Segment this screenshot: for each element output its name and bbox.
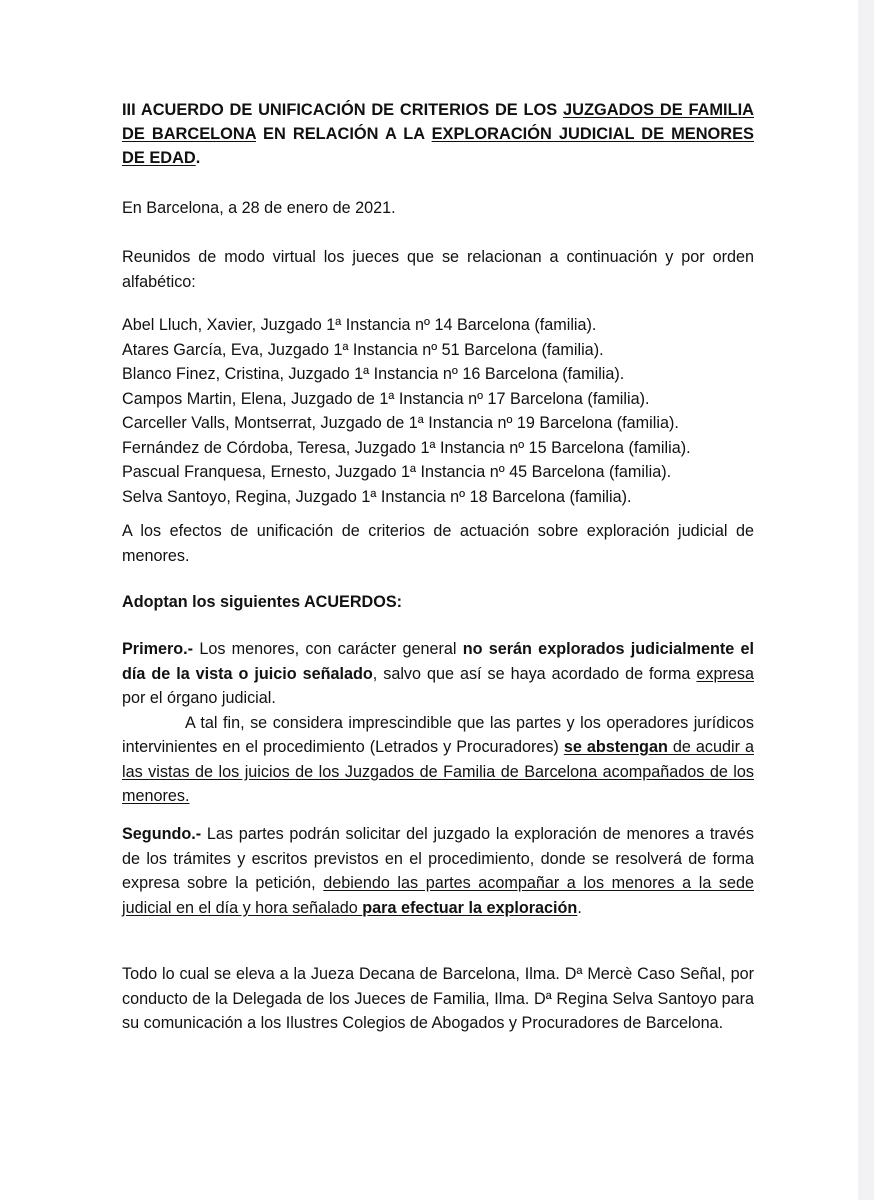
primero-section — [122, 637, 754, 809]
primero-text: , salvo que así se haya acordado de forma — [372, 664, 697, 683]
judge-item: Carceller Valls, Montserrat, Juzgado de 1ª Instancia nº 19 Barcelona (familia). — [122, 414, 679, 432]
title-end: . — [195, 149, 201, 167]
title-prefix: III ACUERDO DE UNIFICACIÓN DE CRITERIOS DE LOS — [122, 101, 564, 119]
primero-text: por el órgano judicial. — [122, 689, 276, 707]
segundo-bold: para efectuar la exploración — [362, 898, 578, 917]
todo-paragraph: Todo lo cual se eleva a la Jueza Decana de Barcelona, Ilma. Dª Mercè Caso Señal, por conducto de la Delegada de los Jueces de Familia, Ilma. Dª Regina Selva Santoyo para su comunicación a los Ilustres Colegios de Abogados y Procuradores de Barcelona. — [122, 965, 754, 1032]
judge-item: Atares García, Eva, Juzgado 1ª Instancia nº 51 Barcelona (familia). — [122, 340, 604, 359]
judge-item: Pascual Franquesa, Ernesto, Juzgado 1ª Instancia nº 45 Barcelona (familia). — [122, 463, 672, 481]
document-title — [122, 98, 754, 170]
primero-underlined: de acudir a las vistas de los juicios de los Juzgados de Familia de Barcelona acompañados de los menores. — [122, 738, 755, 805]
primero-text: A tal fin, se considera imprescindible que las partes y los operadores jurídicos intervinientes en el procedimiento (Letrados y Procuradores) — [122, 713, 754, 756]
judge-item: Blanco Finez, Cristina, Juzgado 1ª Instancia nº 16 Barcelona (familia). — [122, 365, 625, 383]
primero-paragraph — [122, 637, 754, 711]
title-exploracion: EXPLORACIÓN JUDICIAL DE MENORES DE EDAD — [122, 125, 754, 167]
primero-bold: no serán explorados judicialmente el día de la vista o juicio señalado — [122, 640, 754, 683]
title-middle: EN RELACIÓN A LA — [255, 125, 432, 143]
primero-paragraph-2 — [122, 711, 754, 809]
date-line: En Barcelona, a 28 de enero de 2021. — [122, 199, 396, 217]
title-juzgados: JUZGADOS DE FAMILIA DE BARCELONA — [122, 101, 755, 143]
segundo-paragraph — [122, 822, 754, 920]
segundo-label: Segundo.- — [122, 825, 202, 843]
reunidos-paragraph: Reunidos de modo virtual los jueces que se relacionan a continuación y por orden alfabético: — [122, 248, 754, 291]
primero-abstengan: se abstengan — [563, 738, 668, 756]
judges-list — [122, 313, 754, 509]
efectos-paragraph: A los efectos de unificación de criterios de actuación sobre exploración judicial de menores. — [122, 522, 754, 565]
segundo-text: . — [577, 898, 582, 917]
judge-item: Fernández de Córdoba, Teresa, Juzgado 1ª Instancia nº 15 Barcelona (familia). — [122, 438, 691, 457]
segundo-underlined: debiendo las partes acompañar a los menores a la sede judicial en el día y hora señalado — [122, 874, 755, 917]
judge-item: Abel Lluch, Xavier, Juzgado 1ª Instancia nº 14 Barcelona (familia). — [122, 316, 597, 334]
primero-expresa: expresa — [696, 664, 754, 683]
judge-item: Campos Martin, Elena, Juzgado de 1ª Instancia nº 17 Barcelona (familia). — [122, 389, 650, 408]
primero-text: Los menores, con carácter general — [193, 640, 463, 658]
judge-item: Selva Santoyo, Regina, Juzgado 1ª Instancia nº 18 Barcelona (familia). — [122, 487, 632, 506]
acuerdos-heading: Adoptan los siguientes ACUERDOS: — [122, 593, 403, 611]
primero-label: Primero.- — [122, 640, 194, 658]
segundo-text: Las partes podrán solicitar del juzgado la exploración de menores a través de los trámites y escritos previstos en el procedimiento, donde se resolverá de forma expresa sobre la petición, — [122, 825, 754, 892]
